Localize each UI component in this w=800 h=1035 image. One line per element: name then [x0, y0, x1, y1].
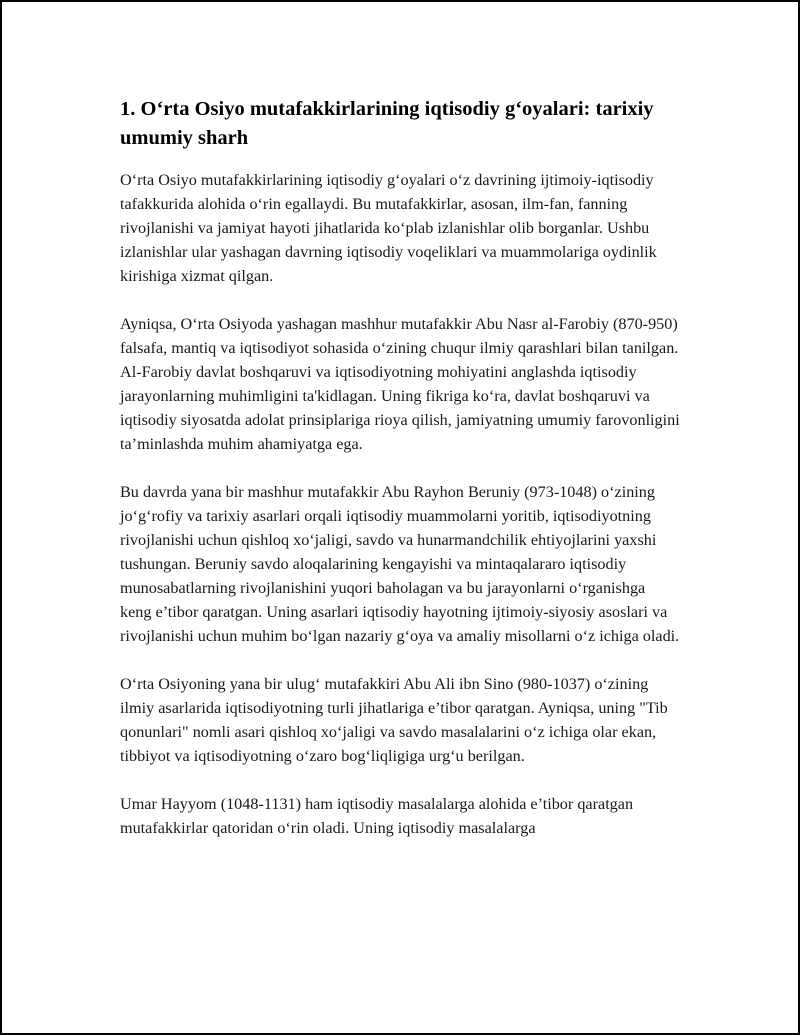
paragraph-farobiy: Ayniqsa, O‘rta Osiyoda yashagan mashhur mutafakkir Abu Nasr al-Farobiy (870-950) falsafa, mantiq va iqtisodiyot sohasida o‘zining chuqur ilmiy qarashlari bilan tanilgan. Al-Farobiy davlat boshqaruvi va iqtisodiyotning mohiyatini anglashda iqtisodiy jarayonlarning muhimligini ta'kidlagan. Uning fikriga ko‘ra, davlat boshqaruvi va iqtisodiy siyosatda adolat prinsiplariga rioya qilish, jamiyatning umumiy farovonligini ta’minlashda muhim ahamiyatga ega. [120, 315, 680, 453]
paragraph-ibn-sino: O‘rta Osiyoning yana bir ulug‘ mutafakkiri Abu Ali ibn Sino (980-1037) o‘zining ilmiy asarlarida iqtisodiyotning turli jihatlariga e’tibor qaratgan. Ayniqsa, uning "Tib qonunlari" nomli asari qishloq xo‘jaligi va savdo masalalarini o‘z ichiga olar ekan, tibbiyot va iqtisodiyotning o‘zaro bog‘liqligiga urg‘u berilgan. [120, 675, 668, 765]
paragraph-introduction: O‘rta Osiyo mutafakkirlarining iqtisodiy g‘oyalari o‘z davrining ijtimoiy-iqtisodiy tafakkurida alohida o‘rin egallaydi. Bu mutafakkirlar, asosan, ilm-fan, fanning rivojlanishi va jamiyat hayoti jihatlarida ko‘plab izlanishlar olib borganlar. Ushbu izlanishlar ular yashagan davrning iqtisodiy voqeliklari va muammolariga oydinlik kirishiga xizmat qilgan. [120, 171, 657, 285]
section-heading: 1. O‘rta Osiyo mutafakkirlarining iqtisodiy g‘oyalari: tarixiy umumiy sharh [120, 98, 654, 149]
document-body [120, 95, 680, 864]
paragraph-beruniy: Bu davrda yana bir mashhur mutafakkir Abu Rayhon Beruniy (973-1048) o‘zining jo‘g‘rofiy va tarixiy asarlari orqali iqtisodiy muammolarni yoritib, iqtisodiyotning rivojlanishi uchun qishloq xo‘jaligi, savdo va hunarmandchilik ehtiyojlarini yaxshi tushungan. Beruniy savdo aloqalarining kengayishi va mintaqalararo iqtisodiy munosabatlarning rivojlanishini yuqori baholagan va bu jarayonlarni o‘rganishga keng e’tibor qaratgan. Uning asarlari iqtisodiy hayotning ijtimoiy-siyosiy asoslari va rivojlanishi uchun muhim bo‘lgan nazariy g‘oya va amaliy misollarni o‘z ichiga oladi. [120, 483, 680, 645]
paragraph-umar-hayyom: Umar Hayyom (1048-1131) ham iqtisodiy masalalarga alohida e’tibor qaratgan mutafakkirlar qatoridan o‘rin oladi. Uning iqtisodiy masalalarga [120, 795, 634, 837]
